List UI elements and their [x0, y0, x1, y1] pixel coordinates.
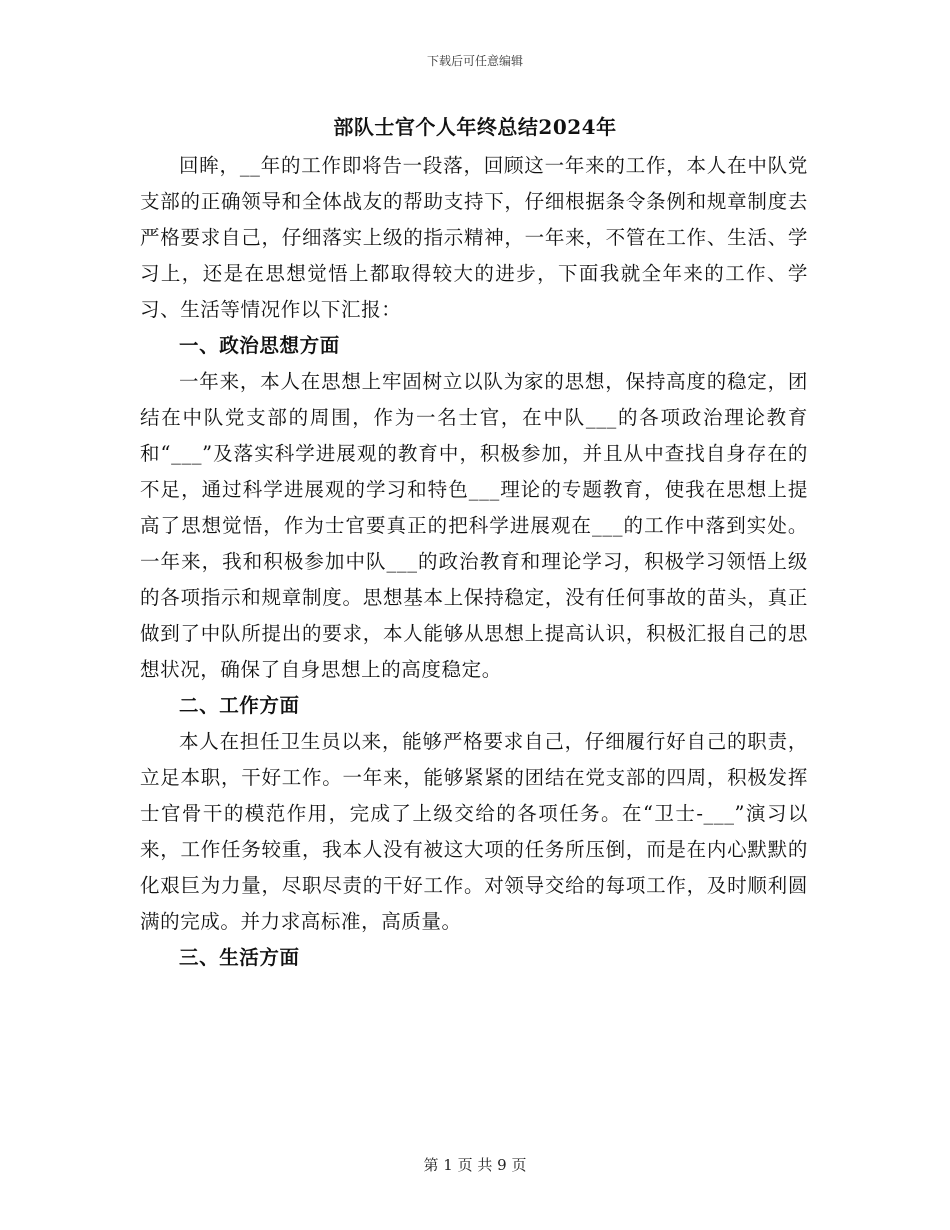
section-heading-life: 三、生活方面 — [179, 946, 300, 969]
page-number: 第 1 页 共 9 页 — [423, 1156, 527, 1174]
document-body — [140, 148, 808, 976]
section-heading-work: 二、工作方面 — [179, 694, 300, 717]
page-header-note: 下载后可任意编辑 — [426, 54, 523, 68]
section-body-work: 本人在担任卫生员以来，能够严格要求自己，仔细履行好自己的职责，立足本职，干好工作。一年来，能够紧紧的团结在党支部的四周，积极发挥士官骨干的模范作用，完成了上级交给的各项任务。在“卫士-___”演习以来，工作任务较重，我本人没有被这大项的任务所压倒，而是在内心默默的化艰巨为力量，尽职尽责的干好工作。对领导交给的每项工作，及时顺利圆满的完成。并力求高标准，高质量。 — [140, 730, 808, 933]
document-title: 部队士官个人年终总结2024年 — [333, 115, 617, 139]
section-heading-politics: 一、政治思想方面 — [179, 334, 340, 357]
section-body-politics: 一年来，本人在思想上牢固树立以队为家的思想，保持高度的稳定，团结在中队党支部的周围，作为一名士官，在中队___的各项政治理论教育和“___”及落实科学进展观的教育中，积极参加，并且从中查找自身存在的不足，通过科学进展观的学习和特色___理论的专题教育，使我在思想上提高了思想觉悟，作为士官要真正的把科学进展观在___的工作中落到实处。一年来，我和积极参加中队___的政治教育和理论学习，积极学习领悟上级的各项指示和规章制度。思想基本上保持稳定，没有任何事故的苗头，真正做到了中队所提出的要求，本人能够从思想上提高认识，积极汇报自己的思想状况，确保了自身思想上的高度稳定。 — [140, 370, 808, 681]
intro-paragraph: 回眸，__年的工作即将告一段落，回顾这一年来的工作，本人在中队党支部的正确领导和全体战友的帮助支持下，仔细根据条令条例和规章制度去严格要求自己，仔细落实上级的指示精神，一年来，不管在工作、生活、学习上，还是在思想觉悟上都取得较大的进步，下面我就全年来的工作、学习、生活等情况作以下汇报： — [140, 154, 808, 321]
